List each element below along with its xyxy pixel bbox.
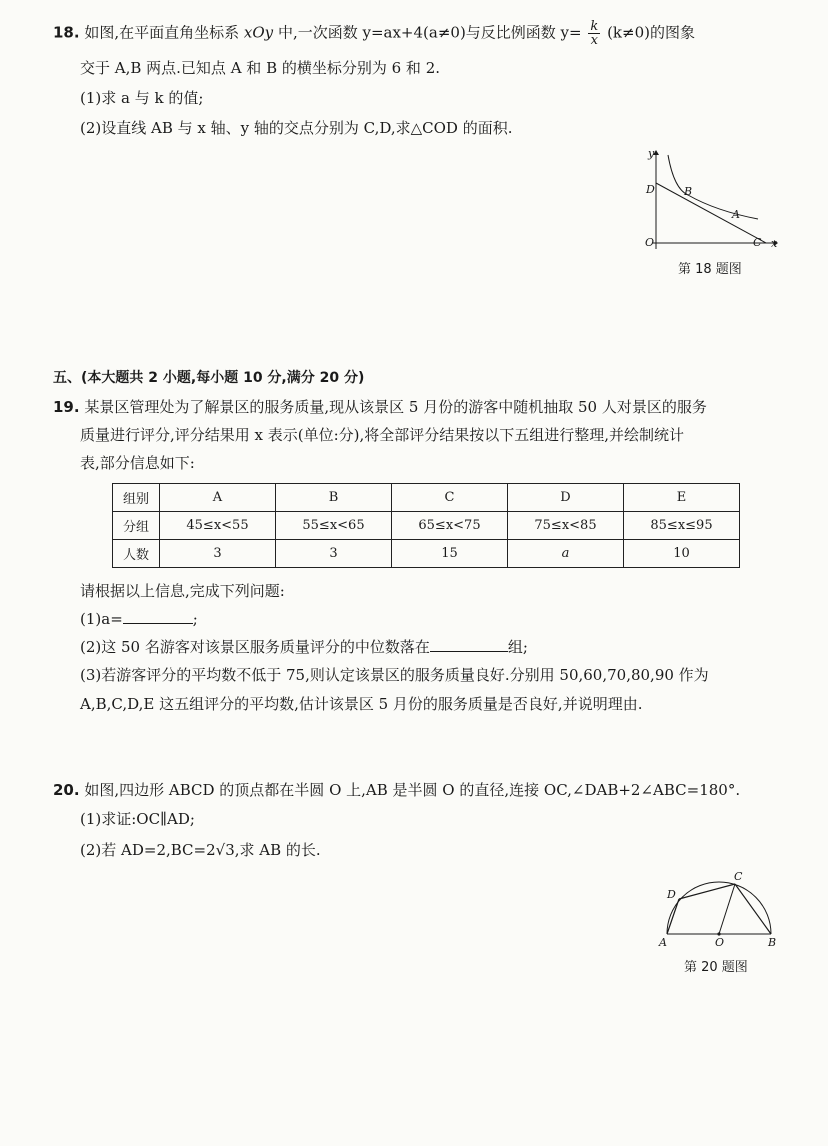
q19-number: 19. bbox=[53, 398, 80, 416]
q18-fraction-numerator: k bbox=[590, 19, 599, 34]
q20-figure-caption: 第 20 题图 bbox=[684, 960, 748, 975]
q19-part3-line2: A,B,C,D,E 这五组评分的平均数,估计该景区 5 月份的服务质量是否良好,并说明理由. bbox=[80, 695, 643, 713]
table-cell: 人数 bbox=[113, 540, 160, 568]
q19-line3: 表,部分信息如下: bbox=[80, 454, 195, 472]
label-c: C bbox=[753, 236, 762, 249]
q18-figure bbox=[640, 145, 780, 255]
table-cell: 3 bbox=[276, 540, 392, 568]
q19-intro: 请根据以上信息,完成下列问题: bbox=[80, 582, 285, 600]
table-cell: 45≤x<55 bbox=[160, 512, 276, 540]
table-cell: D bbox=[508, 484, 624, 512]
table-row bbox=[113, 512, 740, 540]
table-cell: 85≤x≤95 bbox=[624, 512, 740, 540]
label-o: O bbox=[715, 936, 725, 948]
q19-part3-line1: (3)若游客评分的平均数不低于 75,则认定该景区的服务质量良好.分别用 50,60,70,80,90 作为 bbox=[80, 666, 709, 684]
q19-part1-end: ; bbox=[192, 610, 198, 628]
q20-number: 20. bbox=[53, 781, 80, 799]
q18-line1 bbox=[53, 20, 695, 47]
q18-text-b: xOy bbox=[243, 23, 274, 42]
q19-part1 bbox=[80, 609, 198, 629]
label-d: D bbox=[667, 888, 676, 901]
label-o: O bbox=[645, 236, 655, 249]
label-a: A bbox=[732, 208, 740, 221]
segment-cb bbox=[735, 884, 771, 934]
q18-part1: (1)求 a 与 k 的值; bbox=[80, 89, 204, 107]
table-row bbox=[113, 484, 740, 512]
table-cell: 75≤x<85 bbox=[508, 512, 624, 540]
q19-line1 bbox=[53, 397, 707, 417]
table-cell: 分组 bbox=[113, 512, 160, 540]
table-cell: 15 bbox=[392, 540, 508, 568]
table-cell: A bbox=[160, 484, 276, 512]
q18-text-a: 如图,在平面直角坐标系 bbox=[84, 23, 240, 42]
table-cell: C bbox=[392, 484, 508, 512]
q19-part1-text: (1)a= bbox=[80, 610, 123, 628]
table-cell: E bbox=[624, 484, 740, 512]
table-cell: B bbox=[276, 484, 392, 512]
table-row bbox=[113, 540, 740, 568]
q20-line1 bbox=[53, 780, 740, 800]
q19-part2-text: (2)这 50 名游客对该景区服务质量评分的中位数落在 bbox=[80, 638, 430, 656]
table-cell: 10 bbox=[624, 540, 740, 568]
q18-figure-caption: 第 18 题图 bbox=[678, 262, 742, 277]
segment-ad bbox=[667, 899, 679, 934]
q18-line2: 交于 A,B 两点.已知点 A 和 B 的横坐标分别为 6 和 2. bbox=[80, 59, 441, 77]
label-c: C bbox=[734, 870, 743, 883]
q20-part1: (1)求证:OC∥AD; bbox=[80, 810, 195, 828]
q20-text-1: 如图,四边形 ABCD 的顶点都在半圆 O 上,AB 是半圆 O 的直径,连接 OC,∠DAB+2∠ABC=180°. bbox=[84, 781, 741, 799]
label-b: B bbox=[768, 936, 777, 948]
table-cell: 3 bbox=[160, 540, 276, 568]
table-cell: a bbox=[508, 540, 624, 568]
answer-blank-group[interactable] bbox=[430, 637, 508, 652]
q18-part2: (2)设直线 AB 与 x 轴、y 轴的交点分别为 C,D,求△COD 的面积. bbox=[80, 119, 513, 137]
segment-dc bbox=[679, 884, 735, 899]
q18-fraction bbox=[588, 20, 600, 47]
label-a: A bbox=[659, 936, 667, 948]
q19-text-1: 某景区管理处为了解景区的服务质量,现从该景区 5 月份的游客中随机抽取 50 人对景区的服务 bbox=[84, 398, 707, 416]
table-cell: 65≤x<75 bbox=[392, 512, 508, 540]
q20-part2: (2)若 AD=2,BC=2√3,求 AB 的长. bbox=[80, 841, 321, 859]
answer-blank-a[interactable] bbox=[123, 609, 193, 624]
segment-oc bbox=[719, 884, 735, 934]
q19-line2: 质量进行评分,评分结果用 x 表示(单位:分),将全部评分结果按以下五组进行整理,并绘制统计 bbox=[80, 426, 685, 444]
line-ab bbox=[656, 183, 766, 243]
q18-text-c: 中,一次函数 y=ax+4(a≠0)与反比例函数 y= bbox=[277, 23, 582, 42]
hyperbola-curve bbox=[668, 155, 758, 219]
q18-text-d: (k≠0)的图象 bbox=[607, 23, 695, 42]
q19-part2-end: 组; bbox=[507, 638, 528, 656]
score-table bbox=[112, 483, 740, 568]
label-y: y bbox=[648, 147, 655, 160]
label-b: B bbox=[684, 185, 693, 198]
table-cell: 55≤x<65 bbox=[276, 512, 392, 540]
table-cell: 组别 bbox=[113, 484, 160, 512]
q19-part2 bbox=[80, 637, 528, 657]
q20-figure bbox=[655, 868, 785, 948]
semicircle-arc bbox=[667, 882, 771, 934]
label-d: D bbox=[646, 183, 655, 196]
q18-fraction-denominator: x bbox=[590, 33, 598, 48]
q18-number: 18. bbox=[53, 23, 80, 42]
section-heading: 五、(本大题共 2 小题,每小题 10 分,满分 20 分) bbox=[53, 370, 365, 386]
label-x: x bbox=[771, 237, 778, 250]
